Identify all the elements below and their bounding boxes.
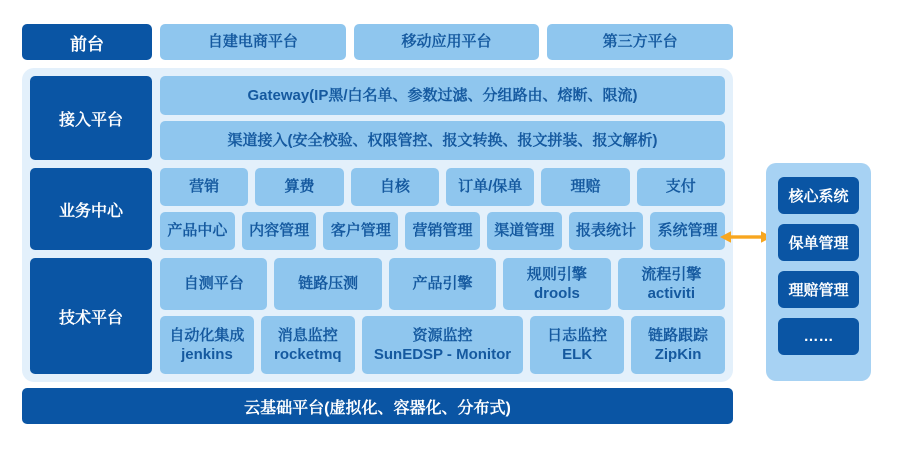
tech-cell-resource-monitor-sunedsp — [362, 316, 523, 374]
section-access-platform — [30, 76, 725, 160]
business-cell-system-mgmt: 系统管理 — [650, 212, 725, 250]
tech-cell-title: 产品引擎 — [412, 275, 473, 293]
tech-row-2 — [160, 316, 725, 374]
main-panel — [22, 68, 733, 382]
tech-cell-tracing-zipkin — [631, 316, 725, 374]
external-box-policy-mgmt: 保单管理 — [778, 224, 859, 261]
tech-cell-ci-jenkins — [160, 316, 254, 374]
tech-cell-title: 流程引擎 — [641, 265, 702, 283]
tech-cell-link-stress-test — [274, 258, 381, 310]
tech-cell-title: 资源监控 — [412, 326, 473, 344]
tech-cell-process-engine-activiti — [618, 258, 725, 310]
business-cell-report-stats: 报表统计 — [569, 212, 644, 250]
tech-cell-self-test — [160, 258, 267, 310]
business-cell-product-center: 产品中心 — [160, 212, 235, 250]
tech-cell-mq-monitor-rocketmq — [261, 316, 355, 374]
business-cell-marketing: 营销 — [160, 168, 248, 206]
bidirectional-arrow-icon — [720, 229, 772, 245]
business-cell-underwriting: 自核 — [351, 168, 439, 206]
front-row — [22, 24, 733, 60]
tech-cell-sub: SunEDSP - Monitor — [373, 346, 512, 363]
tech-cell-title: 自动化集成 — [169, 326, 245, 344]
section-business-center — [30, 168, 725, 250]
business-cell-content-mgmt: 内容管理 — [242, 212, 317, 250]
front-label: 前台 — [22, 24, 152, 60]
cloud-base-bar: 云基础平台(虚拟化、容器化、分布式) — [22, 388, 733, 424]
external-systems-panel — [766, 163, 871, 381]
tech-cell-title: 链路跟踪 — [648, 326, 709, 344]
tech-cell-sub: activiti — [647, 285, 696, 302]
front-item-self-built-ecommerce: 自建电商平台 — [160, 24, 346, 60]
business-cell-customer-mgmt: 客户管理 — [323, 212, 398, 250]
access-platform-body — [160, 76, 725, 160]
business-cell-claims: 理赔 — [541, 168, 629, 206]
tech-cell-log-monitor-elk — [530, 316, 624, 374]
gateway-box: Gateway(IP黑/白名单、参数过滤、分组路由、熔断、限流) — [160, 76, 725, 115]
channel-access-row — [160, 121, 725, 160]
business-cell-rating: 算费 — [255, 168, 343, 206]
tech-cell-rule-engine-drools — [503, 258, 610, 310]
front-item-third-party: 第三方平台 — [547, 24, 733, 60]
tech-cell-sub: ZipKin — [654, 346, 702, 363]
business-cell-order-policy: 订单/保单 — [446, 168, 534, 206]
tech-cell-sub: rocketmq — [274, 346, 342, 363]
tech-cell-title: 规则引擎 — [526, 265, 587, 283]
tech-cell-title: 消息监控 — [277, 326, 338, 344]
tech-row-1 — [160, 258, 725, 310]
front-item-mobile-app: 移动应用平台 — [354, 24, 540, 60]
business-center-body — [160, 168, 725, 250]
external-box-core-system: 核心系统 — [778, 177, 859, 214]
section-tech-platform — [30, 258, 725, 374]
business-cell-channel-mgmt: 渠道管理 — [487, 212, 562, 250]
gateway-row — [160, 76, 725, 115]
business-row-2 — [160, 212, 725, 250]
channel-access-box: 渠道接入(安全校验、权限管控、报文转换、报文拼装、报文解析) — [160, 121, 725, 160]
tech-cell-title: 日志监控 — [547, 326, 608, 344]
tech-cell-title: 自测平台 — [183, 275, 244, 293]
business-cell-marketing-mgmt: 营销管理 — [405, 212, 480, 250]
access-platform-label: 接入平台 — [30, 76, 152, 160]
tech-platform-body — [160, 258, 725, 374]
business-cell-payment: 支付 — [637, 168, 725, 206]
tech-cell-title: 链路压测 — [298, 275, 359, 293]
tech-cell-sub: ELK — [562, 346, 593, 363]
external-box-ellipsis: …… — [778, 318, 859, 355]
business-row-1 — [160, 168, 725, 206]
external-box-claims-mgmt: 理赔管理 — [778, 271, 859, 308]
business-center-label: 业务中心 — [30, 168, 152, 250]
tech-platform-label: 技术平台 — [30, 258, 152, 374]
tech-cell-product-engine — [389, 258, 496, 310]
tech-cell-sub: drools — [534, 285, 580, 302]
tech-cell-sub: jenkins — [181, 346, 233, 363]
